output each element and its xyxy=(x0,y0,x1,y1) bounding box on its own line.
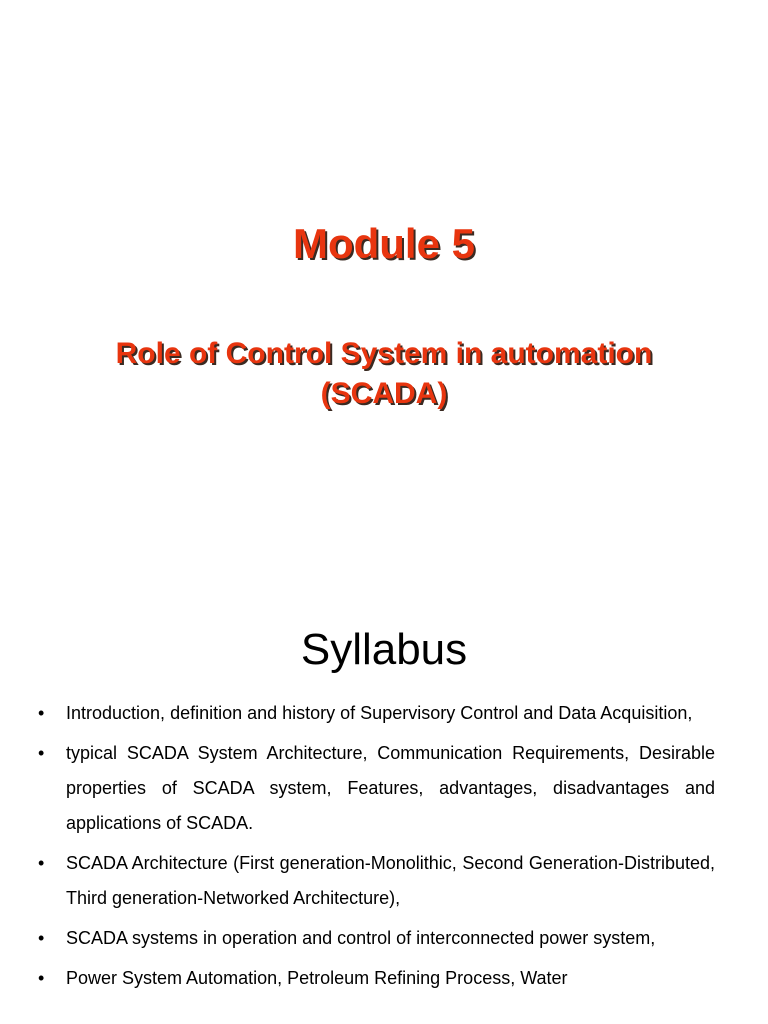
syllabus-item xyxy=(0,921,768,956)
bullet-icon: • xyxy=(38,703,45,723)
syllabus-item xyxy=(0,696,768,731)
syllabus-item xyxy=(0,736,768,841)
syllabus-item xyxy=(0,846,768,916)
syllabus-item-text: Introduction, definition and history of Supervisory Control and Data Acquisition, xyxy=(66,703,693,723)
syllabus-item-text: SCADA Architecture (First generation-Monolithic, Second Generation-Distributed, Third generation-Networked Architecture), xyxy=(66,853,715,908)
syllabus-item xyxy=(0,961,768,996)
bullet-icon: • xyxy=(38,968,45,988)
syllabus-item-text: SCADA systems in operation and control of interconnected power system, xyxy=(66,928,656,948)
syllabus-title: Syllabus xyxy=(300,625,468,674)
syllabus-list xyxy=(0,696,768,1001)
module-title: Module 5 xyxy=(292,220,475,267)
syllabus-slide xyxy=(0,600,768,1024)
syllabus-item-text: Power System Automation, Petroleum Refining Process, Water xyxy=(66,968,568,988)
bullet-icon: • xyxy=(38,743,45,763)
bullet-icon: • xyxy=(38,928,45,948)
syllabus-item-text: typical SCADA System Architecture, Communication Requirements, Desirable properties of SCADA system, Features, advantages, disadvantages and applications of SCADA. xyxy=(66,743,715,833)
bullet-icon: • xyxy=(38,853,45,873)
module-subtitle: Role of Control System in automation (SCADA) xyxy=(115,337,653,410)
